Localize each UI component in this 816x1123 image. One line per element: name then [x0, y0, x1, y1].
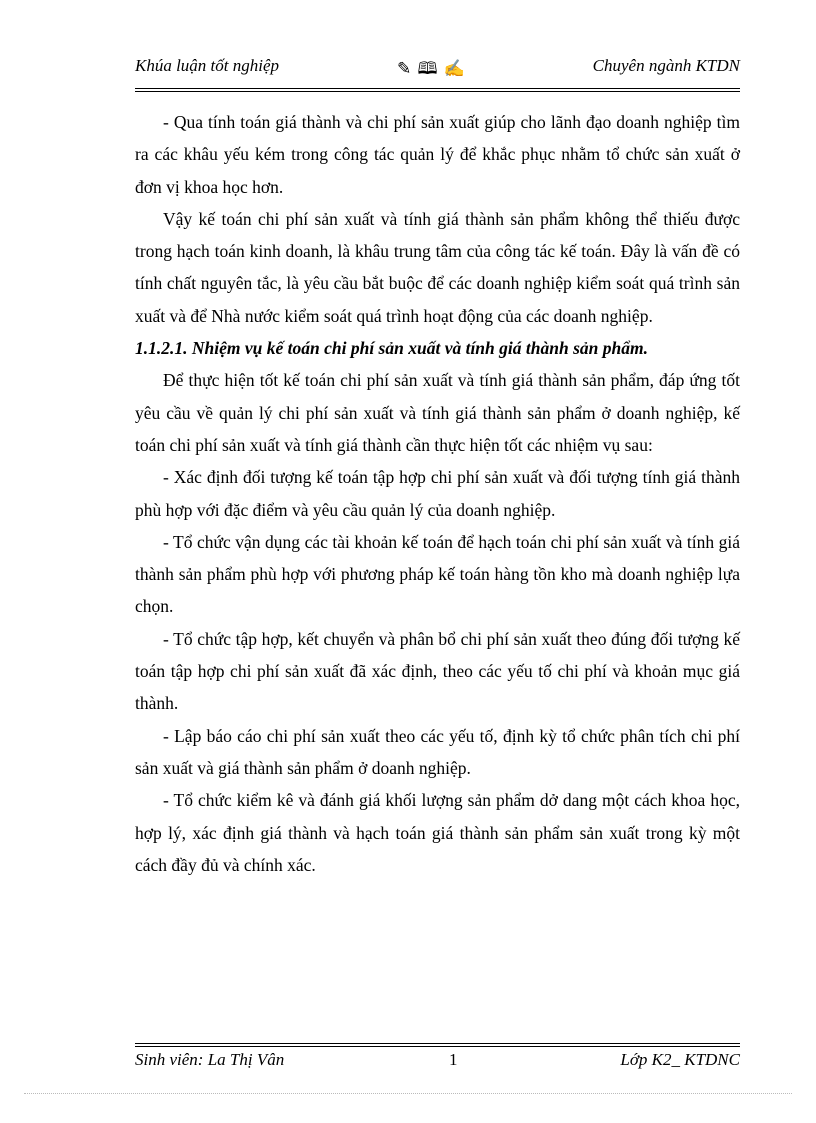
paragraph: Để thực hiện tốt kế toán chi phí sản xuất và tính giá thành sản phẩm, đáp ứng tốt yêu cầu về quản lý chi phí sản xuất và tính giá thành sản phẩm ở doanh nghiệp, kế toán chi phí sản xuất và tính giá thành cần thực hiện tốt các nhiệm vụ sau: [135, 370, 740, 455]
page-footer [135, 1050, 740, 1074]
section-heading: 1.1.2.1. Nhiệm vụ kế toán chi phí sản xuất và tính giá thành sản phẩm. [135, 338, 648, 359]
paragraph: - Xác định đối tượng kế toán tập hợp chi phí sản xuất và đối tượng tính giá thành phù hợp với đặc điểm và yêu cầu quản lý của doanh nghiệp. [135, 467, 740, 520]
page-body [135, 106, 740, 881]
paragraph: - Tổ chức vận dụng các tài khoản kế toán để hạch toán chi phí sản xuất và tính giá thành sản phẩm phù hợp với phương pháp kế toán hàng tồn kho mà doanh nghiệp lựa chọn. [135, 531, 740, 617]
header-rule [135, 88, 740, 92]
footer-class: Lớp K2_ KTDNC [620, 1050, 740, 1069]
paragraph: - Tổ chức kiểm kê và đánh giá khối lượng sản phẩm dở dang một cách khoa học, hợp lý, xác định giá thành và hạch toán giá thành sản phẩm sản xuất trong kỳ một cách đầy đủ và chính xác. [135, 790, 740, 875]
paragraph: - Lập báo cáo chi phí sản xuất theo các yếu tố, định kỳ tổ chức phân tích chi phí sản xuất và giá thành sản phẩm ở doanh nghiệp. [135, 725, 740, 778]
paragraph: Vậy kế toán chi phí sản xuất và tính giá thành sản phẩm không thể thiếu được trong hạch toán kinh doanh, là khâu trung tâm của công tác kế toán. Đây là vấn đề có tính chất nguyên tắc, là yêu cầu bắt buộc để các doanh nghiệp kiểm soát quá trình sản xuất và để Nhà nước kiểm soát quá trình hoạt động của các doanh nghiệp. [135, 208, 740, 326]
page-number: 1 [449, 1050, 458, 1069]
footer-rule [135, 1043, 740, 1047]
footer-student-name: Sinh viên: La Thị Vân [135, 1050, 285, 1069]
header-ornament-icon: ✎ 🕮 ✍ [397, 59, 466, 78]
paragraph: - Qua tính toán giá thành và chi phí sản xuất giúp cho lãnh đạo doanh nghiệp tìm ra các khâu yếu kém trong công tác quản lý để khắc phục nhằm tổ chức sản xuất ở đơn vị khoa học hơn. [135, 112, 740, 197]
header-major: Chuyên ngành KTDN [592, 56, 740, 75]
page-header [135, 56, 740, 82]
paragraph: - Tổ chức tập hợp, kết chuyển và phân bổ chi phí sản xuất theo đúng đối tượng kế toán tập hợp chi phí sản xuất đã xác định, theo các yếu tố chi phí và khoản mục giá thành. [135, 628, 740, 714]
page-edge-divider [24, 1093, 792, 1094]
header-thesis-title: Khúa luận tốt nghiệp [135, 56, 280, 75]
